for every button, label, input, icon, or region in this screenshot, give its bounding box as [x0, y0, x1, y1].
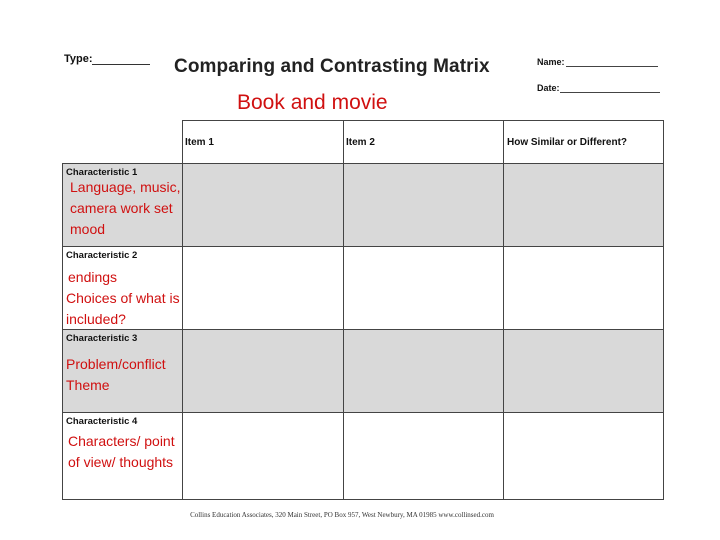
- comparison-matrix: [62, 120, 664, 500]
- grid-line: [182, 120, 664, 121]
- note-line: mood: [70, 221, 106, 237]
- grid-line: [62, 163, 664, 164]
- row-label-characteristic-2: Characteristic 2: [66, 250, 138, 261]
- note-line: camera work set: [70, 200, 173, 216]
- row-1-note: [70, 177, 181, 240]
- row-label-characteristic-4: Characteristic 4: [66, 416, 138, 427]
- row-label-characteristic-3: Characteristic 3: [66, 333, 138, 344]
- note-line: Language, music,: [70, 179, 181, 195]
- type-blank-line: [92, 64, 150, 65]
- note-line: endings: [68, 269, 118, 285]
- grid-line: [62, 163, 63, 499]
- row-4-note: [68, 431, 175, 473]
- grid-line: [62, 499, 664, 500]
- note-line: Characters/ point: [68, 433, 175, 449]
- note-line: Choices of what is: [66, 290, 180, 306]
- row-2-note: [66, 267, 180, 330]
- handwritten-subtitle: Book and movie: [237, 91, 388, 114]
- name-blank-line: [566, 66, 658, 67]
- note-line: included?: [66, 311, 126, 327]
- row-1-shade: [182, 163, 664, 246]
- column-header-item-2: Item 2: [346, 137, 375, 148]
- column-header-similar-different: How Similar or Different?: [507, 137, 628, 148]
- column-header-item-1: Item 1: [185, 137, 214, 148]
- row-3-note: [66, 354, 166, 396]
- page-title: Comparing and Contrasting Matrix: [174, 56, 490, 77]
- grid-line: [62, 412, 664, 413]
- date-label: Date:: [537, 83, 560, 93]
- grid-line: [503, 120, 504, 499]
- note-line: Problem/conflict: [66, 356, 166, 372]
- type-label: Type:: [64, 53, 93, 65]
- footer-address: Collins Education Associates, 320 Main Street, PO Box 957, West Newbury, MA 01985 www.collinsed.com: [190, 511, 494, 519]
- grid-line: [62, 246, 664, 247]
- date-blank-line: [560, 92, 660, 93]
- grid-line: [182, 120, 183, 499]
- grid-line: [663, 120, 664, 499]
- note-line: Theme: [66, 377, 110, 393]
- grid-line: [343, 120, 344, 499]
- row-label-characteristic-1: Characteristic 1: [66, 167, 138, 178]
- name-label: Name:: [537, 57, 565, 67]
- note-line: of view/ thoughts: [68, 454, 174, 470]
